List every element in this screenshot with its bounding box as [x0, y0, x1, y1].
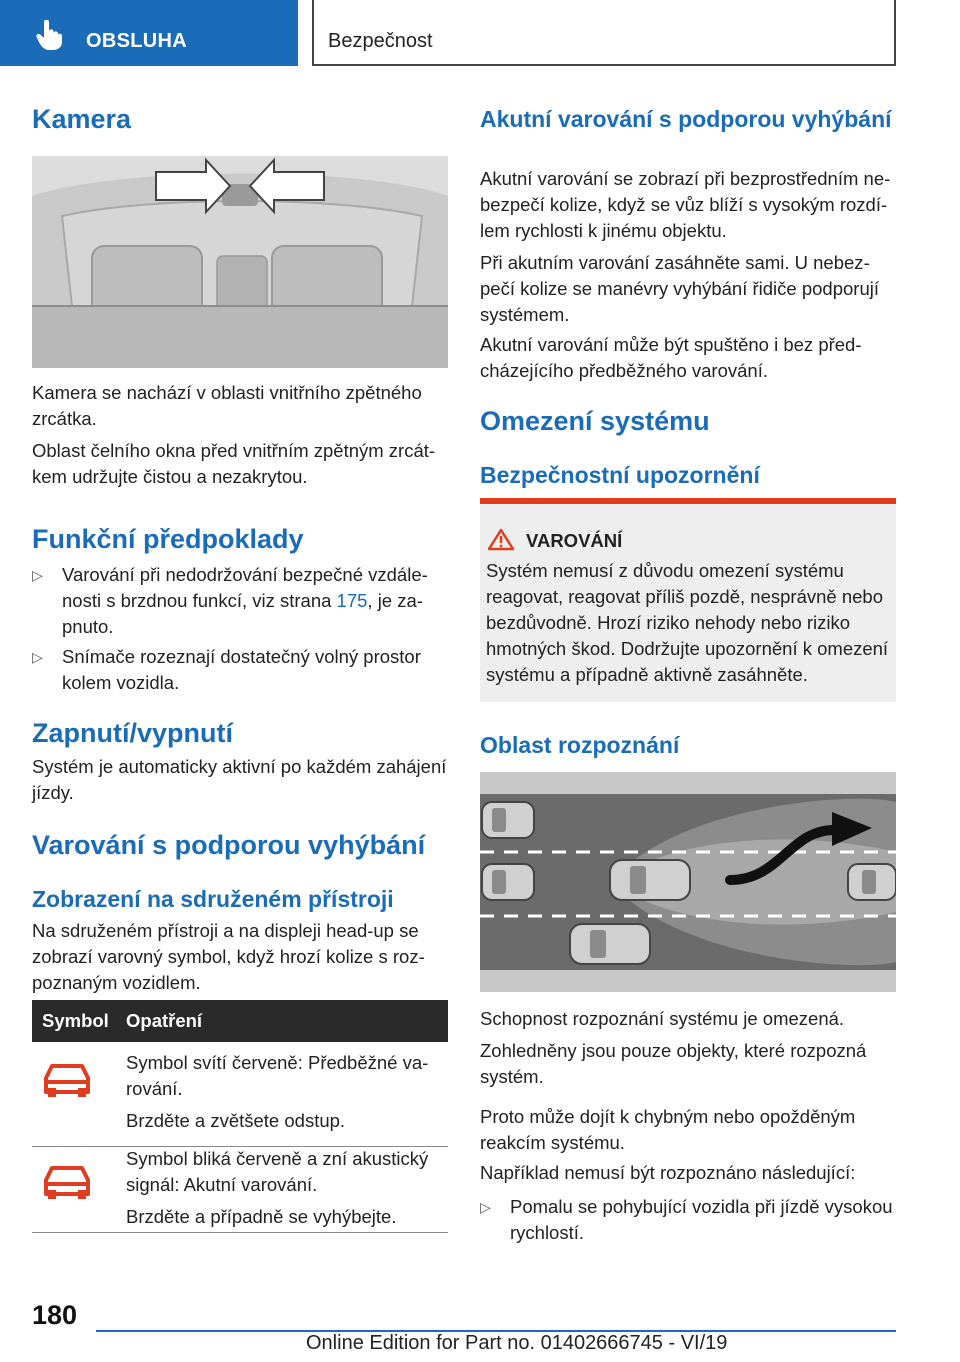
tab-sub-label: Bezpečnost — [328, 30, 433, 52]
table-bottom-rule — [32, 1232, 448, 1233]
table-row-1-text-1: Symbol svítí červeně: Předběžné varování. — [126, 1052, 429, 1099]
bullet-triangle-icon: ▷ — [32, 649, 43, 665]
zobrazeni-paragraph: Na sdruženém přístroji a na displeji head-up se zobrazí varovný symbol, když hrozí kolize s rozpoznaným vozidlem. — [32, 920, 425, 993]
heading-omezeni-systemu: Omezení systému — [480, 406, 710, 436]
kamera-paragraph-2: Oblast čelního okna před vnitřním zpětným zrcátkem udržujte čistou a nezakrytou. — [32, 440, 436, 487]
oblast-paragraph-3: Proto může dojít k chybným nebo opožděným reakcím systému. — [480, 1106, 856, 1153]
table-row-2-text-2: Brzděte a případně se vyhýbejte. — [126, 1206, 397, 1227]
akutni-paragraph-3: Akutní varování může být spuštěno i bez předcházejícího předběžného varování. — [480, 334, 862, 381]
warning-triangle-icon — [488, 528, 514, 551]
bullet-triangle-icon: ▷ — [480, 1199, 491, 1215]
warning-label: VAROVÁNÍ — [526, 530, 623, 551]
heading-oblast-rozpoznani: Oblast rozpoznání — [480, 732, 680, 758]
heading-funkcni-predpoklady: Funkční předpoklady — [32, 524, 304, 554]
bullet-triangle-icon: ▷ — [32, 567, 43, 583]
bullet-1-text-b: , je zapnuto. — [62, 590, 423, 637]
table-row-1-text-2: Brzděte a zvětšete odstup. — [126, 1110, 346, 1131]
red-car-warning-icon — [42, 1164, 92, 1200]
bullet-item-1 — [32, 562, 448, 640]
heading-zapnuti-vypnuti: Zapnutí/vypnutí — [32, 718, 233, 748]
warning-text: Systém nemusí z důvodu omezení systému reagovat, reagovat příliš pozdě, nesprávně nebo bezdůvodně. Hrozí riziko nehody nebo riziko hmotných škod. Dodržujte upozornění k omezení systému a případně aktivně zasáhněte. — [486, 560, 889, 685]
table-row-2-text-1: Symbol bliká červeně a zní akustický signál: Akutní varování. — [126, 1148, 429, 1195]
heading-varovani-s-podporou: Varování s podporou vyhýbání — [32, 830, 426, 860]
oblast-paragraph-2: Zohledněny jsou pouze objekty, které rozpozná systém. — [480, 1040, 867, 1087]
page-number: 180 — [32, 1300, 78, 1330]
zapnuti-paragraph: Systém je automaticky aktivní po každém zahájení jízdy. — [32, 756, 447, 803]
akutni-paragraph-2: Při akutním varování zasáhněte sami. U nebezpečí kolize se manévry vyhýbání řidiče podporují systémem. — [480, 252, 879, 325]
bullet-2-text: Snímače rozeznají dostatečný volný prostor kolem vozidla. — [62, 646, 421, 693]
table-header — [32, 1000, 448, 1042]
bullet-3-text: Pomalu se pohybující vozidla při jízdě vysokou rychlostí. — [510, 1196, 893, 1243]
page-link-175[interactable]: 175 — [336, 590, 368, 611]
camera-location-illustration — [32, 156, 448, 368]
pointing-hand-icon — [36, 20, 62, 50]
section-tab-bezpecnost[interactable] — [312, 0, 896, 66]
kamera-paragraph-1: Kamera se nachází v oblasti vnitřního zpětného zrcátka. — [32, 382, 422, 429]
section-tab-obsluha[interactable] — [0, 0, 298, 66]
oblast-paragraph-4: Například nemusí být rozpoznáno následující: — [480, 1162, 856, 1183]
heading-zobrazeni: Zobrazení na sdruženém přístroji — [32, 886, 394, 912]
heading-akutni-varovani: Akutní varování s podporou vyhýbání — [480, 106, 892, 132]
heading-kamera: Kamera — [32, 104, 132, 134]
red-car-warning-icon — [42, 1062, 92, 1098]
detection-range-illustration — [480, 772, 896, 992]
heading-bezpecnostni-upozorneni: Bezpečnostní upozornění — [480, 462, 760, 488]
bullet-1-text-a: Varování při nedodržování bezpečné vzdálenosti s brzdnou funkcí, viz strana — [62, 564, 428, 611]
tab-main-label: OBSLUHA — [86, 30, 187, 52]
akutni-paragraph-1: Akutní varování se zobrazí při bezprostředním nebezpečí kolize, když se vůz blíží s vysokým rozdílem rychlosti k jinému objektu. — [480, 168, 891, 241]
footer-edition: Online Edition for Part no. 01402666745 - VI/19 — [306, 1332, 728, 1354]
bullet-item-3 — [480, 1194, 896, 1246]
warning-box — [480, 498, 896, 702]
bullet-item-2 — [32, 644, 448, 696]
page-header — [0, 0, 960, 66]
column-header-symbol: Symbol — [42, 1010, 109, 1031]
column-header-opatreni: Opatření — [126, 1010, 203, 1031]
oblast-paragraph-1: Schopnost rozpoznání systému je omezená. — [480, 1008, 845, 1029]
